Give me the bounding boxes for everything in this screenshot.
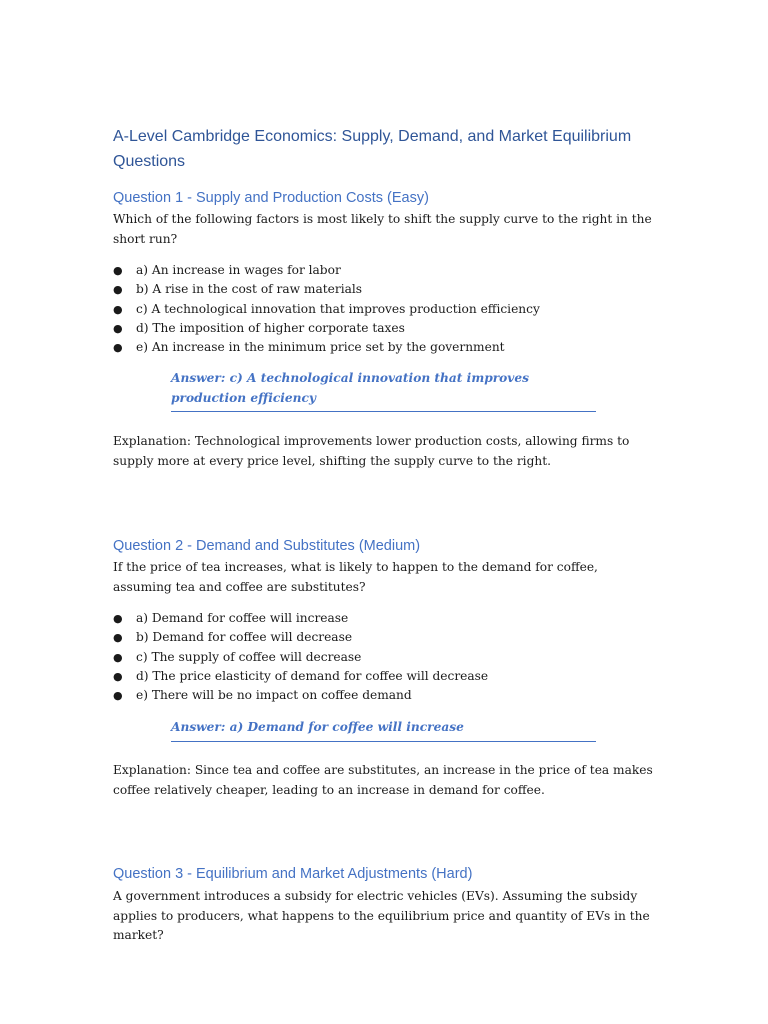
option-item [113, 648, 658, 667]
option-label: d) The imposition of higher corporate taxes [136, 320, 405, 335]
question-1-options [113, 261, 658, 357]
option-item [113, 261, 658, 280]
option-label: a) An increase in wages for labor [136, 263, 341, 277]
option-label: b) Demand for coffee will decrease [136, 630, 353, 645]
bullet-icon: ● [113, 264, 123, 277]
question-2-answer: Answer: a) Demand for coffee will increase [171, 718, 596, 742]
option-label: e) There will be no impact on coffee demand [136, 688, 412, 703]
question-3-text: A government introduces a subsidy for electric vehicles (EVs). Assuming the subsidy applies to producers, what happens to the equilibrium price and quantity of EVs in the market? [113, 889, 650, 942]
question-1-explanation: Explanation: Technological improvements lower production costs, allowing firms to supply more at every price level, shifting the supply curve to the right. [113, 434, 630, 468]
bullet-icon: ● [113, 302, 123, 316]
option-label: c) A technological innovation that improves production efficiency [136, 301, 540, 316]
question-2-explanation: Explanation: Since tea and coffee are substitutes, an increase in the price of tea makes coffee relatively cheaper, leading to an increase in demand for coffee. [113, 763, 653, 797]
bullet-icon: ● [113, 612, 123, 625]
question-2-options [113, 609, 658, 705]
bullet-icon: ● [113, 283, 123, 297]
option-item [113, 319, 658, 338]
question-3-heading: Question 3 - Equilibrium and Market Adjustments (Hard) [113, 866, 473, 882]
bullet-icon: ● [113, 631, 123, 645]
question-1-heading: Question 1 - Supply and Production Costs (Easy) [113, 190, 429, 206]
option-item [113, 628, 658, 647]
bullet-icon: ● [113, 321, 123, 335]
question-1-answer: Answer: c) A technological innovation that improves production efficiency [171, 369, 596, 412]
option-item [113, 609, 658, 628]
option-label: e) An increase in the minimum price set by the government [136, 340, 505, 355]
bullet-icon: ● [113, 689, 123, 703]
option-label: c) The supply of coffee will decrease [136, 649, 362, 664]
option-item [113, 686, 658, 705]
option-item [113, 280, 658, 299]
option-item [113, 667, 658, 686]
option-label: b) A rise in the cost of raw materials [136, 282, 363, 297]
option-label: d) The price elasticity of demand for coffee will decrease [136, 668, 489, 683]
document-title: A-Level Cambridge Economics: Supply, Demand, and Market Equilibrium Questions [113, 128, 632, 170]
bullet-icon: ● [113, 669, 123, 683]
question-1-text: Which of the following factors is most likely to shift the supply curve to the right in the short run? [113, 212, 652, 246]
option-item [113, 300, 658, 319]
bullet-icon: ● [113, 650, 123, 664]
question-2-text: If the price of tea increases, what is likely to happen to the demand for coffee, assuming tea and coffee are substitutes? [113, 560, 598, 594]
option-label: a) Demand for coffee will increase [136, 611, 349, 625]
question-2-heading: Question 2 - Demand and Substitutes (Medium) [113, 538, 421, 554]
bullet-icon: ● [113, 341, 123, 355]
option-item [113, 338, 658, 357]
